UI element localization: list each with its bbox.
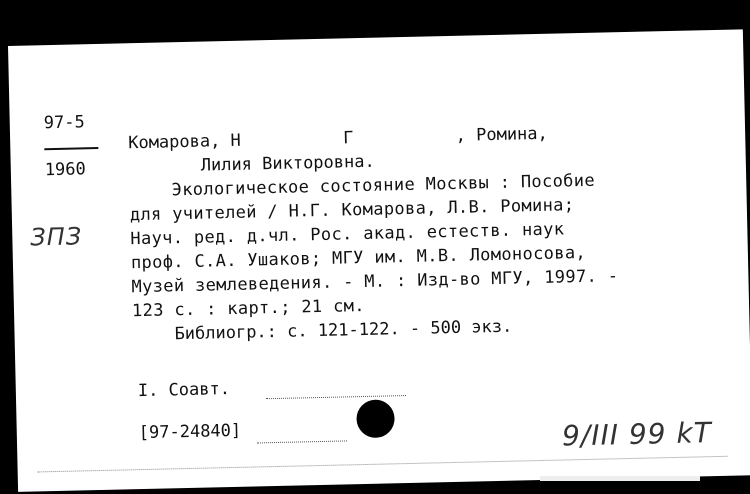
catalog-card bbox=[8, 29, 750, 492]
call-number-divider bbox=[44, 147, 98, 150]
call-number-bottom: 1960 bbox=[44, 159, 86, 181]
description-line: Науч. ред. д.чл. Рос. акад. естеств. наук bbox=[130, 219, 565, 250]
author-line: Комарова, Н Г , Ромина, bbox=[128, 123, 548, 154]
bibliography-note: Библиогр.: с. 121-122. - 500 экз. bbox=[174, 316, 513, 345]
description-line: Музей землеведения. - М. : Изд-во МГУ, 1997. - bbox=[131, 266, 619, 298]
scan-artifact-line bbox=[38, 456, 728, 473]
description-line: проф. С.А. Ушаков; МГУ им. М.В. Ломоносова, bbox=[130, 242, 587, 274]
description-line: 123 с. : карт.; 21 см. bbox=[131, 295, 366, 322]
coauthor-entry: I. Соавт. bbox=[137, 379, 231, 402]
scan-artifact-line bbox=[257, 440, 347, 443]
punch-hole bbox=[356, 399, 395, 438]
shelf-mark: ЗПЗ bbox=[30, 222, 83, 252]
accession-number: [97-24840] bbox=[138, 420, 242, 444]
author-line-continued: Лилия Викторовна. bbox=[200, 151, 375, 176]
description-line: Экологическое состояние Москвы : Пособие bbox=[129, 170, 596, 202]
card-edge-fragment bbox=[540, 476, 700, 481]
description-line: для учителей / Н.Г. Комарова, Л.В. Ромина; bbox=[129, 195, 575, 226]
call-number-top: 97-5 bbox=[43, 112, 85, 134]
handwritten-date: 9/III 99 kT bbox=[561, 416, 713, 453]
scan-artifact-line bbox=[266, 395, 406, 399]
